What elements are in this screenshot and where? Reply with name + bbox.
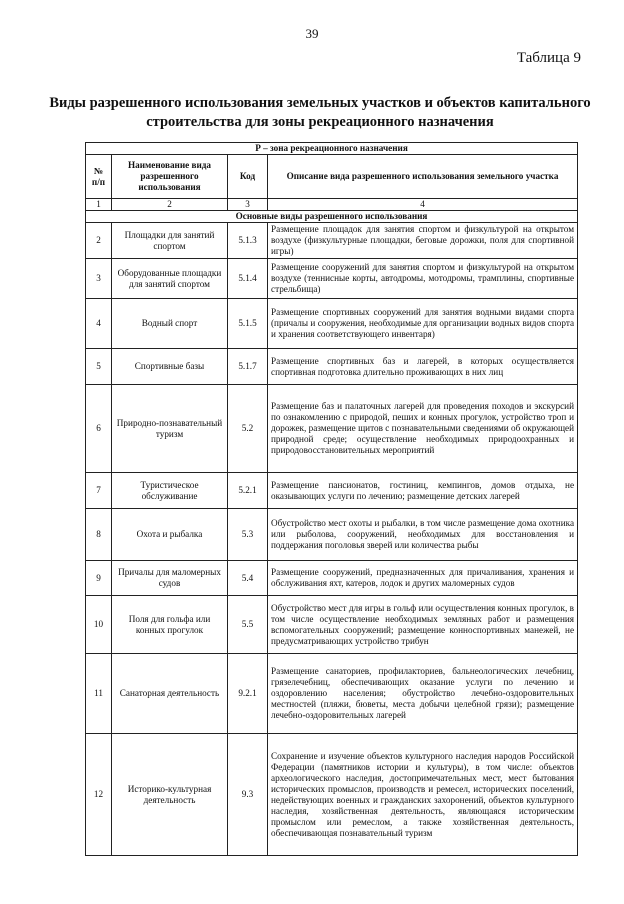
row-number: 8 [86,509,112,561]
table-row [86,734,578,856]
row-name: Оборудованные площадки для занятий спортом [112,259,228,299]
section-title-row [86,211,578,223]
row-name: Спортивные базы [112,349,228,385]
row-code: 5.2 [228,385,268,473]
row-code: 5.1.3 [228,223,268,259]
row-code: 9.3 [228,734,268,856]
row-description: Сохранение и изучение объектов культурного наследия народов Российской Федерации (памятников истории и культуры), в том числе: объектов археологического наследия, достопримечательных мест, мест бытования исторических промыслов, производств и ремесел, исторических поселений, недействующих военных и гражданских захоронений, объектов культурного наследия, хозяйственная деятельность, являющаяся историческим промыслом или ремеслом, а также хозяйственная деятельность, обеспечивающая познавательный туризм [268,734,578,856]
column-number: 3 [228,199,268,211]
column-header-name: Наименование вида разрешенного использования [112,155,228,199]
row-name: Туристическое обслуживание [112,473,228,509]
document-title: Виды разрешенного использования земельных участков и объектов капитального строительства для зоны рекреационного назначения [49,95,591,130]
table-row [86,223,578,259]
row-description: Размещение сооружений для занятия спортом и физкультурой на открытом воздухе (теннисные корты, автодромы, мотодромы, трамплины, спортивные стрельбища) [268,259,578,299]
table-row [86,385,578,473]
row-code: 5.1.7 [228,349,268,385]
table-row [86,299,578,349]
column-header-number: № п/п [86,155,112,199]
row-name: Водный спорт [112,299,228,349]
table-row [86,473,578,509]
column-header-code: Код [228,155,268,199]
column-number: 1 [86,199,112,211]
table-label: Таблица 9 [516,50,581,66]
zone-header: Р – зона рекреационного назначения [86,143,578,155]
row-code: 5.1.5 [228,299,268,349]
row-description: Размещение спортивных баз и лагерей, в которых осуществляется спортивная подготовка длительно проживающих в них лиц [268,349,578,385]
row-name: Площадки для занятий спортом [112,223,228,259]
row-name: Поля для гольфа или конных прогулок [112,596,228,654]
table-row [86,561,578,596]
row-code: 9.2.1 [228,654,268,734]
column-header-description: Описание вида разрешенного использования земельного участка [268,155,578,199]
row-number: 12 [86,734,112,856]
table-row [86,654,578,734]
zone-header-row [86,143,578,155]
row-number: 5 [86,349,112,385]
row-description: Размещение пансионатов, гостиниц, кемпингов, домов отдыха, не оказывающих услуги по лечению; размещение детских лагерей [268,473,578,509]
column-number-row [86,199,578,211]
row-name: Историко-культурная деятельность [112,734,228,856]
row-number: 11 [86,654,112,734]
row-code: 5.5 [228,596,268,654]
row-code: 5.1.4 [228,259,268,299]
row-code: 5.3 [228,509,268,561]
table-row [86,596,578,654]
row-name: Причалы для маломерных судов [112,561,228,596]
table-row [86,259,578,299]
row-name: Санаторная деятельность [112,654,228,734]
row-description: Обустройство мест охоты и рыбалки, в том числе размещение дома охотника или рыболова, сооружений, необходимых для восстановления и поддержания поголовья зверей или количества рыбы [268,509,578,561]
column-number: 4 [268,199,578,211]
row-description: Размещение площадок для занятия спортом и физкультурой на открытом воздухе (физкультурные площадки, беговые дорожки, поля для спортивной игры) [268,223,578,259]
section-title: Основные виды разрешенного использования [86,211,578,223]
table-row [86,349,578,385]
row-number: 4 [86,299,112,349]
row-description: Размещение спортивных сооружений для занятия водными видами спорта (причалы и сооружения, необходимые для организации водных видов спорта и хранения соответствующего инвентаря) [268,299,578,349]
row-code: 5.4 [228,561,268,596]
table-row [86,509,578,561]
row-number: 2 [86,223,112,259]
row-description: Размещение санаториев, профилакториев, бальнеологических лечебниц, грязелечебниц, обеспечивающих оказание услуги по лечению и оздоровлению населения; обустройство лечебно-оздоровительных местностей (пляжи, бюветы, места добычи целебной грязи); размещение лечебно-оздоровительных лагерей [268,654,578,734]
row-name: Охота и рыбалка [112,509,228,561]
land-use-table [85,142,578,856]
row-number: 9 [86,561,112,596]
row-number: 6 [86,385,112,473]
row-name: Природно-познавательный туризм [112,385,228,473]
row-number: 3 [86,259,112,299]
row-number: 10 [86,596,112,654]
page-number: 39 [305,26,319,41]
row-number: 7 [86,473,112,509]
column-number: 2 [112,199,228,211]
column-header-row [86,155,578,199]
row-description: Размещение сооружений, предназначенных для причаливания, хранения и обслуживания яхт, катеров, лодок и других маломерных судов [268,561,578,596]
row-description: Размещение баз и палаточных лагерей для проведения походов и экскурсий по ознакомлению с природой, пеших и конных прогулок, устройство троп и дорожек, размещение щитов с познавательными сведениями об окружающей природной среде; осуществление необходимых природоохранных и природовосстановительных мероприятий [268,385,578,473]
row-code: 5.2.1 [228,473,268,509]
row-description: Обустройство мест для игры в гольф или осуществления конных прогулок, в том числе осуществление необходимых земляных работ и размещения вспомогательных сооружений; размещение конноспортивных манежей, не предусматривающих устройство трибун [268,596,578,654]
